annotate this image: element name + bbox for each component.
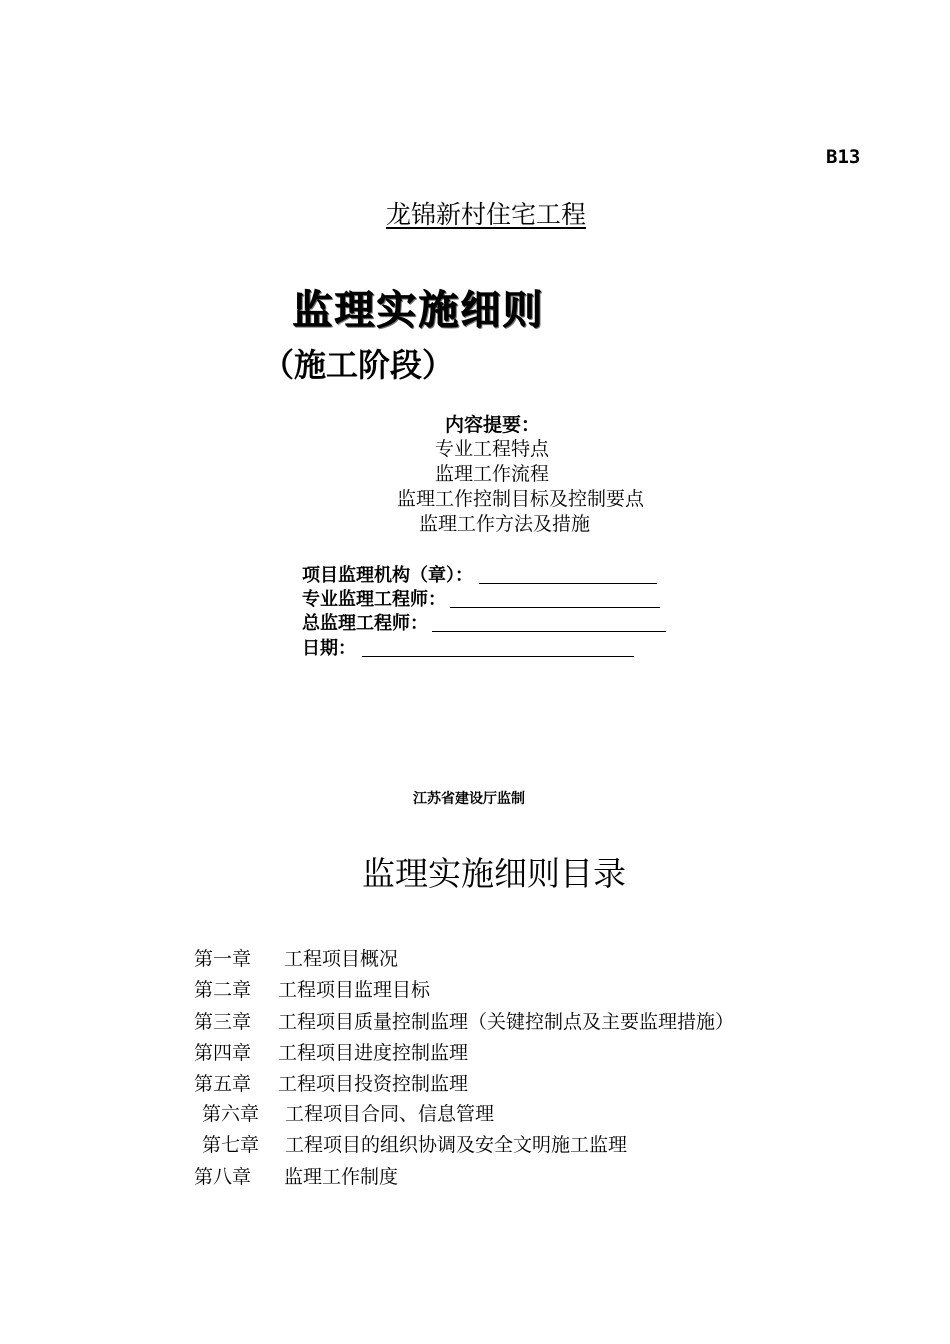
issuer-label: 江苏省建设厅监制 <box>413 791 525 807</box>
document-title: 监理实施细则 <box>292 287 544 333</box>
signature-label: 总监理工程师： <box>302 613 428 634</box>
summary-heading: 内容提要： <box>445 414 541 436</box>
toc-chapter: 第三章 <box>194 1011 252 1033</box>
toc-chapter: 第二章 <box>194 979 252 1001</box>
toc-chapter: 第五章 <box>194 1073 252 1095</box>
toc-chapter-name: 工程项目监理目标 <box>278 979 431 1001</box>
toc-chapter-name: 工程项目概况 <box>284 948 399 970</box>
toc-title: 监理实施细则目录 <box>362 854 626 893</box>
summary-item: 监理工作流程 <box>435 463 550 485</box>
signature-row-date <box>302 634 634 660</box>
signature-label: 专业监理工程师： <box>302 589 446 610</box>
signature-label: 项目监理机构（章）： <box>302 565 473 586</box>
summary-item: 专业工程特点 <box>435 438 550 460</box>
signature-row-agency <box>302 561 657 587</box>
toc-chapter-name: 工程项目的组织协调及安全文明施工监理 <box>285 1134 628 1156</box>
toc-chapter: 第八章 <box>194 1166 252 1188</box>
toc-item <box>194 944 398 971</box>
toc-item <box>202 1130 627 1157</box>
toc-chapter-name: 工程项目进度控制监理 <box>278 1042 469 1064</box>
signature-line-date[interactable] <box>362 638 634 657</box>
toc-chapter-name: 工程项目合同、信息管理 <box>285 1103 495 1125</box>
project-name: 龙锦新村住宅工程 <box>386 200 587 229</box>
signature-row-specialist <box>302 585 660 611</box>
toc-chapter: 第一章 <box>194 948 252 970</box>
signature-line-chief[interactable] <box>432 613 666 632</box>
signature-line-specialist[interactable] <box>450 589 660 608</box>
signature-row-chief <box>302 609 666 635</box>
toc-chapter: 第七章 <box>202 1134 260 1156</box>
toc-item <box>202 1099 494 1126</box>
document-code: B13 <box>826 146 861 168</box>
toc-chapter-name: 工程项目质量控制监理（关键控制点及主要监理措施） <box>278 1011 735 1033</box>
toc-item <box>194 1038 468 1065</box>
toc-chapter-name: 工程项目投资控制监理 <box>278 1073 469 1095</box>
signature-line-agency[interactable] <box>479 565 657 584</box>
signature-label: 日期： <box>302 638 356 659</box>
stage-subtitle: （施工阶段） <box>262 346 455 384</box>
toc-item <box>194 1162 398 1189</box>
toc-item <box>194 1007 734 1034</box>
toc-item <box>194 1069 468 1096</box>
toc-chapter: 第四章 <box>194 1042 252 1064</box>
summary-item: 监理工作方法及措施 <box>419 513 591 535</box>
toc-chapter-name: 监理工作制度 <box>284 1166 399 1188</box>
toc-chapter: 第六章 <box>202 1103 260 1125</box>
summary-item: 监理工作控制目标及控制要点 <box>397 488 645 510</box>
toc-item <box>194 975 430 1002</box>
